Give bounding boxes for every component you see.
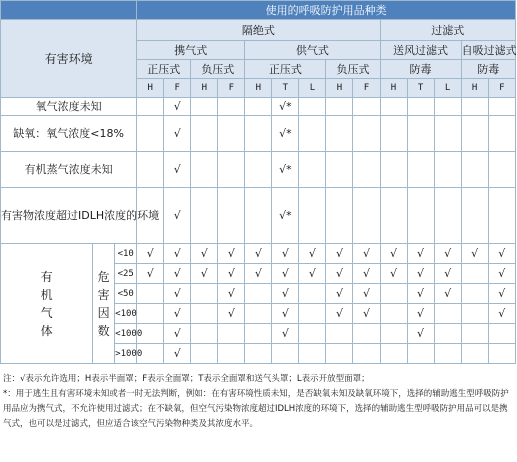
permit-mark: √ xyxy=(461,244,488,264)
permit-mark xyxy=(299,188,326,244)
self-contained-header: 携气式 xyxy=(137,41,245,60)
permit-mark: √ xyxy=(191,244,218,264)
permit-mark xyxy=(461,284,488,304)
hazard-factor-label: 危 害 因 数 xyxy=(93,244,115,364)
permit-mark xyxy=(299,98,326,116)
permit-mark xyxy=(434,98,461,116)
permit-mark xyxy=(191,344,218,364)
hazard-factor-level: <10 xyxy=(115,244,137,264)
permit-mark: √* xyxy=(272,116,299,152)
permit-mark xyxy=(137,152,164,188)
permit-mark xyxy=(353,116,380,152)
permit-mark xyxy=(461,152,488,188)
mask-code: F xyxy=(218,79,245,98)
positive-pressure-header: 正压式 xyxy=(137,60,191,79)
permit-mark: √ xyxy=(407,324,434,344)
permit-mark xyxy=(326,116,353,152)
permit-mark xyxy=(380,116,407,152)
mask-code: H xyxy=(245,79,272,98)
hazard-factor-level: <1000 xyxy=(115,324,137,344)
permit-mark: √ xyxy=(407,244,434,264)
permit-mark xyxy=(326,188,353,244)
permit-mark: √ xyxy=(407,264,434,284)
permit-mark xyxy=(137,304,164,324)
permit-mark: √ xyxy=(164,188,191,244)
condition-label: 缺氧：氧气浓度<18% xyxy=(1,116,137,152)
mask-code: L xyxy=(434,79,461,98)
permit-mark: √ xyxy=(245,264,272,284)
permit-mark: √ xyxy=(272,304,299,324)
permit-mark xyxy=(353,344,380,364)
permit-mark xyxy=(461,264,488,284)
permit-mark: √ xyxy=(218,304,245,324)
hazard-factor-level: <100 xyxy=(115,304,137,324)
condition-row xyxy=(1,116,516,152)
permit-mark xyxy=(461,98,488,116)
permit-mark xyxy=(407,344,434,364)
note-escape: *：用于逃生且有害环境未知或者一时无法判断，例如：在有害环境性质未知，是否缺氧未知及缺氧环境下，选择的辅助逃生型呼吸防护用品应为携气式，不允许使用过滤式；在不缺氧，但空气污染物浓度超过IDLH浓度的环境下，选择的辅助逃生型呼吸防护用品可以是携气式，也可以是过滤式，但应适合该空气污染物种类及其浓度水平。 xyxy=(3,389,509,429)
note-legend: 注：√表示允许选用；H表示半面罩；F表示全面罩；T表示全面罩和送气头罩；L表示开放型面罩； xyxy=(3,374,370,384)
permit-mark xyxy=(299,344,326,364)
permit-mark: √ xyxy=(488,264,515,284)
permit-mark: √ xyxy=(218,244,245,264)
condition-label: 有害物浓度超过IDLH浓度的环境 xyxy=(1,188,137,244)
mask-code: H xyxy=(461,79,488,98)
permit-mark: √ xyxy=(353,284,380,304)
permit-mark: √ xyxy=(137,244,164,264)
permit-mark xyxy=(245,284,272,304)
permit-mark: √* xyxy=(272,98,299,116)
permit-mark xyxy=(245,344,272,364)
permit-mark: √ xyxy=(380,244,407,264)
permit-mark xyxy=(434,188,461,244)
permit-mark xyxy=(299,152,326,188)
negative-pressure-header: 负压式 xyxy=(191,60,245,79)
permit-mark xyxy=(407,152,434,188)
permit-mark: √ xyxy=(380,264,407,284)
permit-mark: √* xyxy=(272,188,299,244)
permit-mark xyxy=(191,284,218,304)
permit-mark xyxy=(272,344,299,364)
permit-mark xyxy=(488,188,515,244)
permit-mark: √ xyxy=(218,284,245,304)
permit-mark xyxy=(218,324,245,344)
permit-mark xyxy=(434,116,461,152)
negative-pressure-header: 负压式 xyxy=(326,60,380,79)
permit-mark xyxy=(191,152,218,188)
permit-mark: √ xyxy=(488,304,515,324)
permit-mark xyxy=(299,116,326,152)
permit-mark: √ xyxy=(299,244,326,264)
permit-mark xyxy=(326,324,353,344)
antigas-header: 防毒 xyxy=(380,60,461,79)
permit-mark xyxy=(191,188,218,244)
permit-mark: √ xyxy=(353,264,380,284)
hazard-env-header: 有害环境 xyxy=(1,20,137,98)
permit-mark xyxy=(353,324,380,344)
positive-pressure-header: 正压式 xyxy=(245,60,326,79)
permit-mark: √ xyxy=(137,264,164,284)
permit-mark xyxy=(191,98,218,116)
permit-mark xyxy=(353,152,380,188)
supplied-air-header: 供气式 xyxy=(245,41,380,60)
permit-mark xyxy=(407,188,434,244)
permit-mark: √ xyxy=(272,264,299,284)
permit-mark xyxy=(245,188,272,244)
permit-mark xyxy=(461,188,488,244)
permit-mark: √ xyxy=(164,284,191,304)
permit-mark: √ xyxy=(326,304,353,324)
permit-mark: √ xyxy=(353,304,380,324)
permit-mark xyxy=(488,324,515,344)
permit-mark xyxy=(380,284,407,304)
permit-mark xyxy=(245,152,272,188)
permit-mark xyxy=(434,304,461,324)
permit-mark: √ xyxy=(434,284,461,304)
permit-mark: √ xyxy=(299,264,326,284)
permit-mark xyxy=(380,324,407,344)
permit-mark xyxy=(461,116,488,152)
permit-mark xyxy=(137,98,164,116)
permit-mark: √ xyxy=(164,152,191,188)
mask-code: T xyxy=(272,79,299,98)
hazard-factor-row xyxy=(1,244,516,264)
permit-mark xyxy=(326,152,353,188)
condition-row xyxy=(1,152,516,188)
permit-mark: √ xyxy=(191,264,218,284)
permit-mark xyxy=(434,324,461,344)
permit-mark: √ xyxy=(272,324,299,344)
permit-mark xyxy=(191,116,218,152)
hazard-factor-level: >1000 xyxy=(115,344,137,364)
hazard-factor-level: <25 xyxy=(115,264,137,284)
permit-mark: √ xyxy=(272,284,299,304)
permit-mark: √ xyxy=(164,324,191,344)
permit-mark xyxy=(461,324,488,344)
powered-filter-header: 送风过滤式 xyxy=(380,41,461,60)
condition-label: 氧气浓度未知 xyxy=(1,98,137,116)
permit-mark xyxy=(218,188,245,244)
permit-mark: √ xyxy=(488,244,515,264)
self-suction-filter-header: 自吸过滤式 xyxy=(461,41,515,60)
permit-mark xyxy=(380,98,407,116)
permit-mark: √ xyxy=(488,284,515,304)
permit-mark xyxy=(407,98,434,116)
permit-mark: √ xyxy=(272,244,299,264)
isolating-header: 隔绝式 xyxy=(137,20,380,41)
permit-mark xyxy=(218,98,245,116)
permit-mark xyxy=(299,284,326,304)
mask-code: L xyxy=(299,79,326,98)
permit-mark xyxy=(191,324,218,344)
permit-mark xyxy=(191,304,218,324)
mask-code: H xyxy=(380,79,407,98)
permit-mark xyxy=(245,304,272,324)
condition-label: 有机蒸气浓度未知 xyxy=(1,152,137,188)
permit-mark: √ xyxy=(164,264,191,284)
permit-mark xyxy=(380,188,407,244)
permit-mark: √ xyxy=(164,344,191,364)
permit-mark xyxy=(488,152,515,188)
permit-mark xyxy=(380,344,407,364)
permit-mark xyxy=(488,116,515,152)
mask-code: F xyxy=(488,79,515,98)
permit-mark: √ xyxy=(407,284,434,304)
permit-mark: √ xyxy=(164,116,191,152)
permit-mark xyxy=(299,304,326,324)
permit-mark xyxy=(326,344,353,364)
permit-mark: √ xyxy=(245,244,272,264)
permit-mark: √ xyxy=(326,284,353,304)
permit-mark xyxy=(380,152,407,188)
mask-code: T xyxy=(407,79,434,98)
permit-mark: √ xyxy=(434,244,461,264)
permit-mark xyxy=(218,116,245,152)
permit-mark xyxy=(353,188,380,244)
permit-mark xyxy=(434,152,461,188)
permit-mark xyxy=(461,304,488,324)
permit-mark xyxy=(434,344,461,364)
permit-mark: √ xyxy=(164,244,191,264)
permit-mark xyxy=(326,98,353,116)
permit-mark: √ xyxy=(164,98,191,116)
permit-mark: √ xyxy=(434,264,461,284)
permit-mark xyxy=(245,324,272,344)
permit-mark xyxy=(488,98,515,116)
permit-mark: √* xyxy=(272,152,299,188)
filtering-header: 过滤式 xyxy=(380,20,516,41)
permit-mark xyxy=(407,116,434,152)
permit-mark: √ xyxy=(164,304,191,324)
permit-mark xyxy=(299,324,326,344)
permit-mark xyxy=(137,284,164,304)
permit-mark: √ xyxy=(326,244,353,264)
permit-mark: √ xyxy=(353,244,380,264)
condition-row xyxy=(1,188,516,244)
organic-gas-label: 有 机 气 体 xyxy=(1,244,93,364)
permit-mark xyxy=(353,98,380,116)
notes xyxy=(0,372,516,432)
permit-mark xyxy=(218,152,245,188)
mask-code: F xyxy=(353,79,380,98)
permit-mark: √ xyxy=(407,304,434,324)
permit-mark: √ xyxy=(218,264,245,284)
mask-code: H xyxy=(326,79,353,98)
condition-row xyxy=(1,98,516,116)
title-spacer xyxy=(1,1,137,20)
permit-mark xyxy=(245,116,272,152)
permit-mark xyxy=(218,344,245,364)
mask-code: H xyxy=(191,79,218,98)
mask-code: F xyxy=(164,79,191,98)
permit-mark xyxy=(461,344,488,364)
permit-mark xyxy=(488,344,515,364)
table-title: 使用的呼吸防护用品种类 xyxy=(137,1,516,20)
permit-mark: √ xyxy=(326,264,353,284)
hazard-factor-level: <50 xyxy=(115,284,137,304)
permit-mark xyxy=(137,116,164,152)
permit-mark xyxy=(380,304,407,324)
permit-mark xyxy=(245,98,272,116)
antigas-header: 防毒 xyxy=(461,60,515,79)
mask-code: H xyxy=(137,79,164,98)
